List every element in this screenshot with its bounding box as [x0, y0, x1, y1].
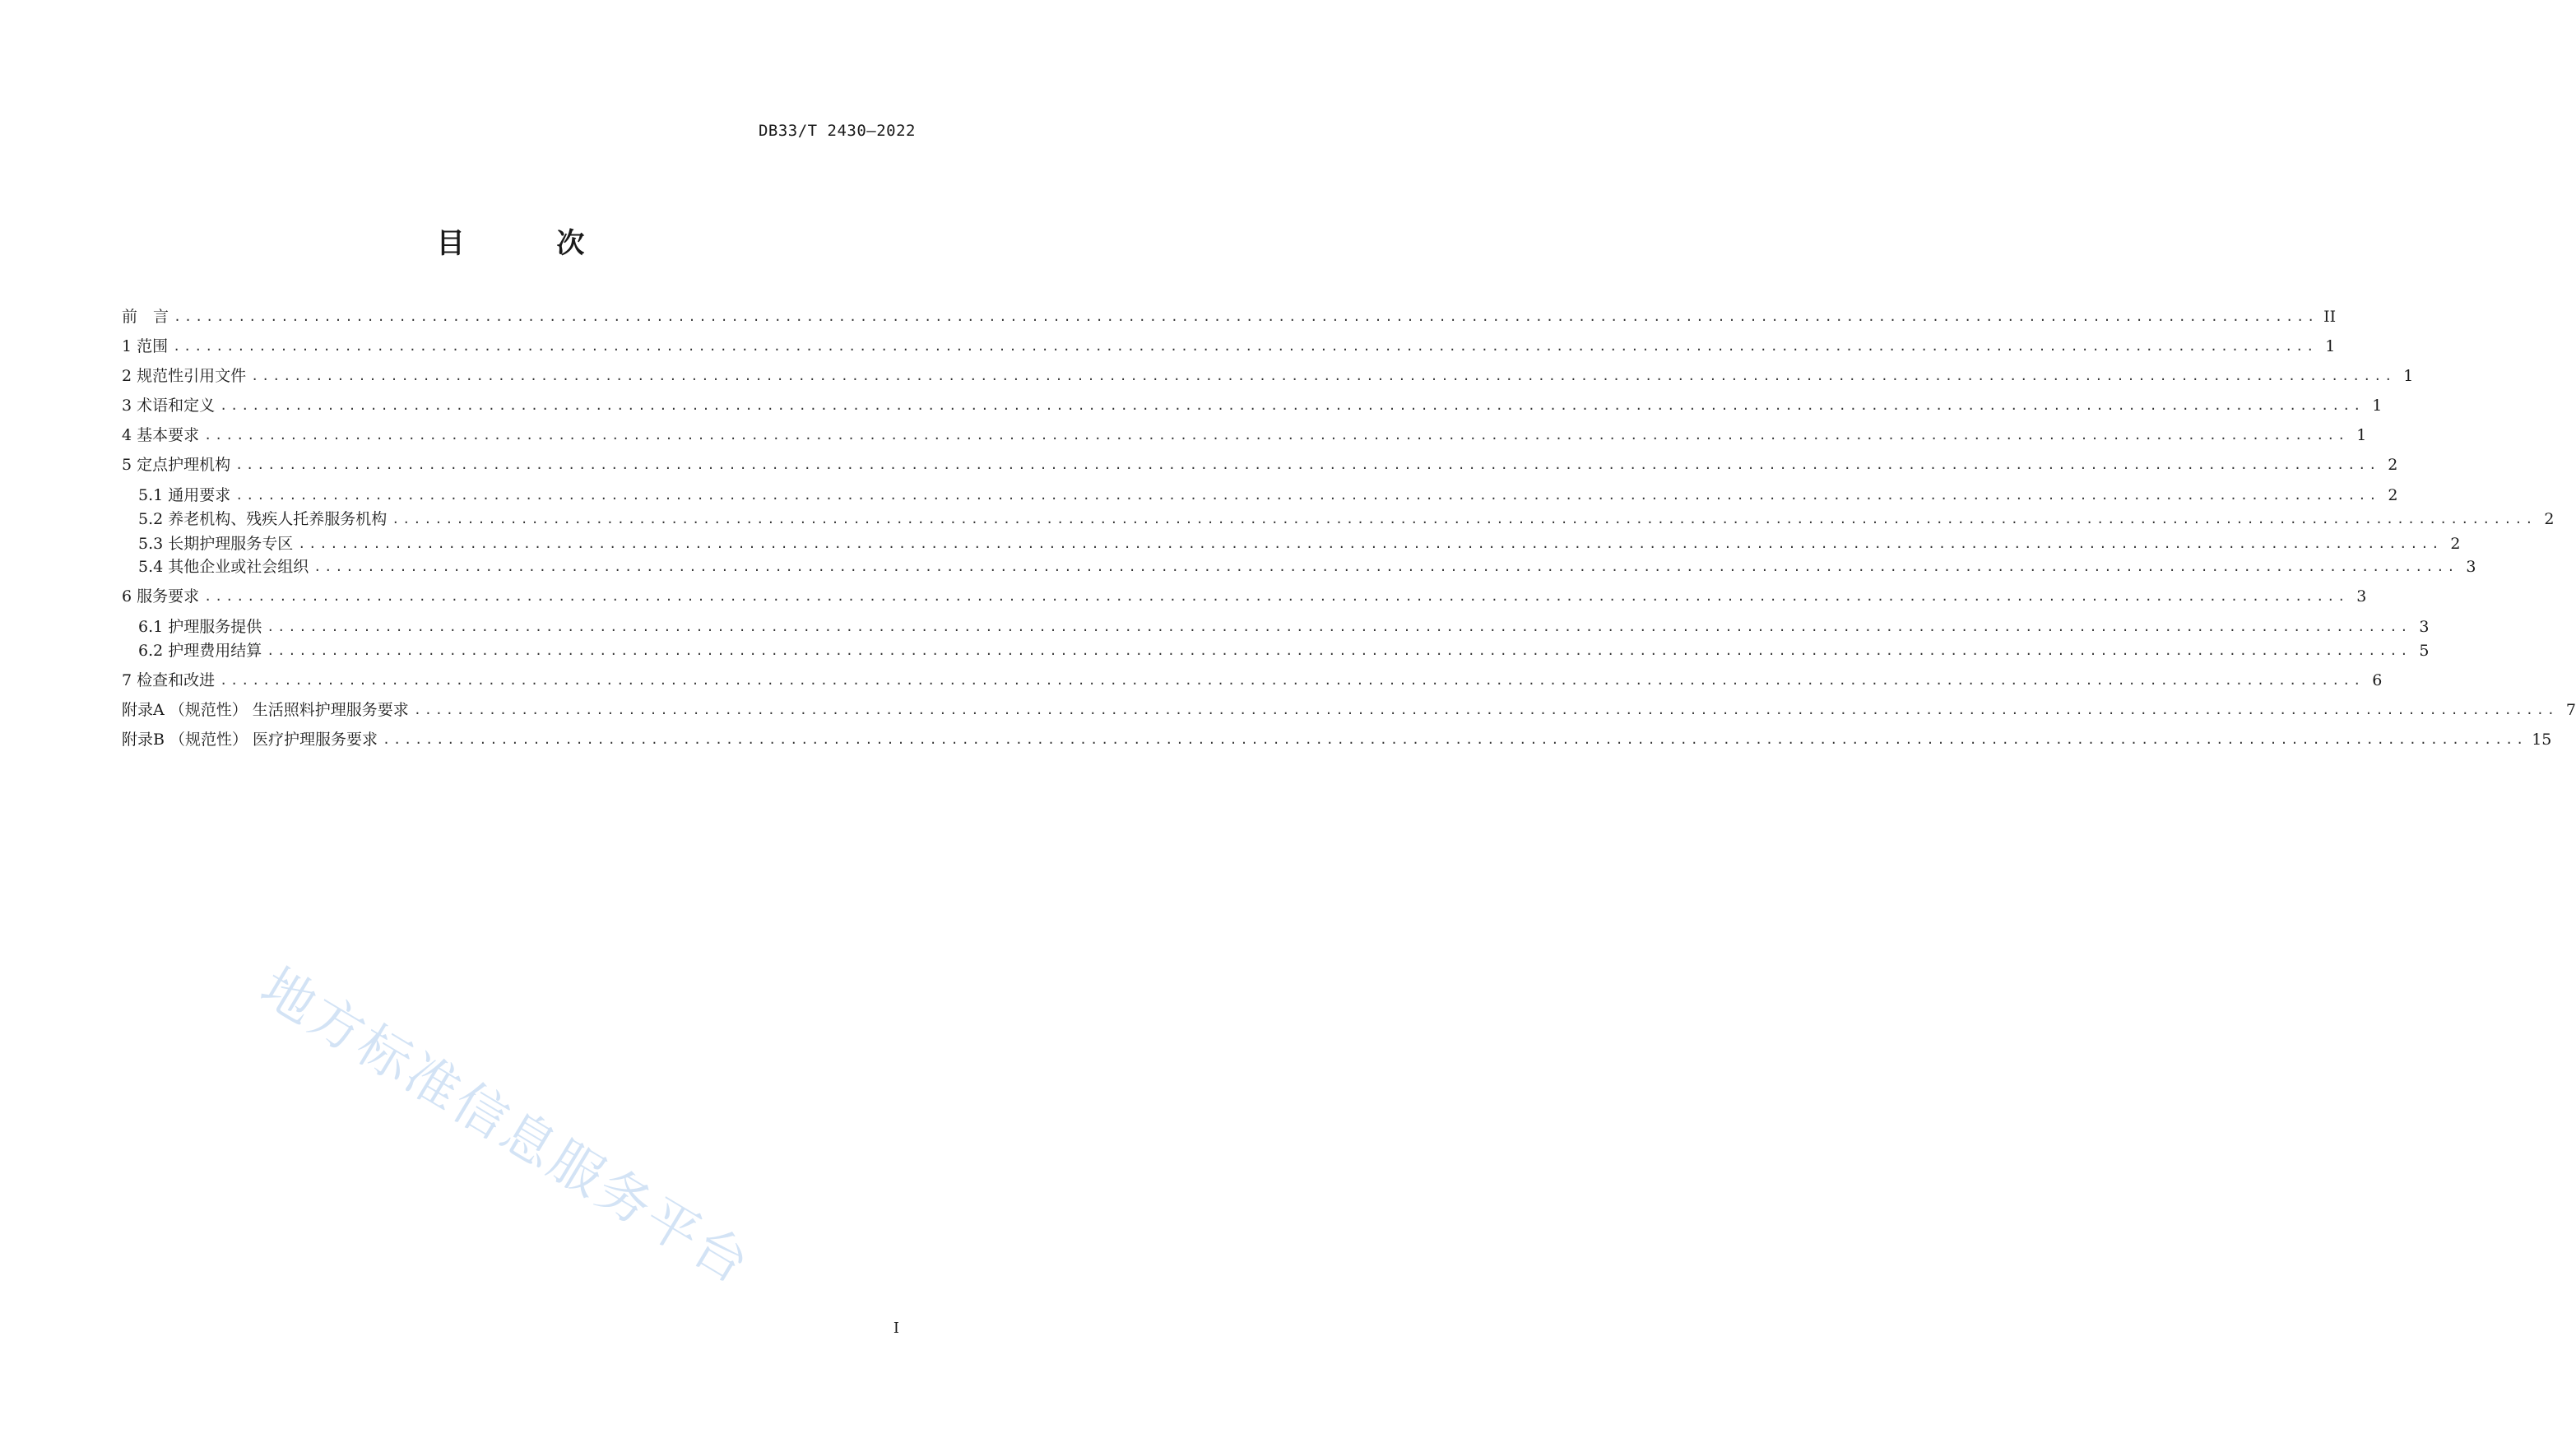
toc-entry-label: 5.1 通用要求: [138, 486, 231, 504]
toc-entry-page: 2: [2388, 456, 2398, 474]
toc-entry-page: 1: [2356, 426, 2367, 444]
toc-dot-leader: ........................................................................................................................................................................................................: [220, 673, 2365, 688]
toc-entry-label: 附录A （规范性） 生活照料护理服务要求: [122, 701, 409, 719]
toc-entry-label: 前 言: [122, 308, 169, 326]
toc-dot-leader: ........................................................................................................................................................................................................: [173, 339, 2318, 354]
document-code: DB33/T 2430—2022: [758, 122, 916, 140]
toc-entry[interactable]: [122, 395, 2383, 416]
toc-entry[interactable]: [122, 586, 2367, 607]
toc-dot-leader: ........................................................................................................................................................................................................: [220, 398, 2365, 413]
toc-entry-page: 1: [2403, 367, 2414, 385]
toc-dot-leader: ........................................................................................................................................................................................................: [235, 488, 2380, 503]
toc-entry-page: 1: [2325, 337, 2336, 355]
toc-entry[interactable]: [122, 729, 2552, 750]
toc-dot-leader: ........................................................................................................................................................................................................: [251, 369, 2396, 383]
toc-dot-leader: ........................................................................................................................................................................................................: [298, 536, 2443, 551]
toc-dot-leader: ........................................................................................................................................................................................................: [313, 559, 2458, 574]
toc-entry-label: 3 术语和定义: [122, 397, 216, 415]
toc-entry-label: 4 基本要求: [122, 426, 200, 444]
toc-entry-label: 5.4 其他企业或社会组织: [138, 558, 309, 576]
toc-dot-leader: ........................................................................................................................................................................................................: [204, 589, 2349, 604]
toc-entry-page: 3: [2419, 618, 2430, 636]
toc-entry-page: 15: [2532, 731, 2552, 749]
toc-entry[interactable]: [138, 616, 2430, 638]
toc-dot-leader: ........................................................................................................................................................................................................: [413, 703, 2558, 717]
toc-entry[interactable]: [138, 556, 2476, 578]
toc-entry-page: 2: [2450, 535, 2461, 553]
toc-entry-label: 5 定点护理机构: [122, 456, 231, 474]
watermark: 地方标准信息服务平台: [250, 956, 762, 1297]
toc-entry[interactable]: [122, 670, 2383, 691]
toc-dot-leader: ........................................................................................................................................................................................................: [267, 643, 2411, 658]
toc-entry-page: II: [2323, 308, 2337, 326]
toc-entry-page: 7: [2565, 701, 2576, 719]
toc-entry-label: 6.2 护理费用结算: [138, 642, 262, 660]
toc-entry-page: 5: [2419, 642, 2430, 660]
toc-entry-label: 1 范围: [122, 337, 169, 355]
toc-entry-page: 2: [2388, 486, 2398, 504]
toc-entry-page: 3: [2466, 558, 2476, 576]
toc-entry-label: 5.2 养老机构、残疾人托养服务机构: [138, 510, 388, 528]
toc-entry-page: 2: [2544, 510, 2555, 528]
toc-dot-leader: ........................................................................................................................................................................................................: [383, 732, 2527, 747]
toc-entry-label: 6.1 护理服务提供: [138, 618, 262, 636]
toc-entry[interactable]: [138, 533, 2461, 554]
toc-entry-page: 3: [2356, 587, 2367, 606]
toc-entry[interactable]: [122, 336, 2336, 357]
page-number: I: [893, 1320, 899, 1337]
toc-entry[interactable]: [138, 640, 2430, 661]
toc-entry-label: 7 检查和改进: [122, 671, 216, 689]
toc-dot-leader: ........................................................................................................................................................................................................: [204, 428, 2349, 443]
toc-dot-leader: ........................................................................................................................................................................................................: [392, 512, 2537, 527]
toc-entry-page: 6: [2372, 671, 2383, 689]
toc-entry-label: 2 规范性引用文件: [122, 367, 247, 385]
toc-entry[interactable]: [122, 454, 2398, 476]
toc-entry[interactable]: [138, 508, 2555, 530]
toc-entry[interactable]: [122, 699, 2576, 721]
toc-dot-leader: ........................................................................................................................................................................................................: [235, 457, 2380, 472]
toc-entry-label: 6 服务要求: [122, 587, 200, 606]
toc-entry-label: 附录B （规范性） 医疗护理服务要求: [122, 731, 378, 749]
toc-entry[interactable]: [122, 425, 2367, 446]
toc-dot-leader: ........................................................................................................................................................................................................: [174, 309, 2318, 324]
toc-entry[interactable]: [138, 485, 2398, 506]
toc-entry-label: 5.3 长期护理服务专区: [138, 535, 294, 553]
toc-entry-page: 1: [2372, 397, 2383, 415]
page-title: 目 次: [436, 227, 626, 260]
toc-entry[interactable]: [122, 365, 2414, 387]
toc-dot-leader: ........................................................................................................................................................................................................: [267, 619, 2411, 634]
toc-entry[interactable]: [122, 306, 2337, 327]
